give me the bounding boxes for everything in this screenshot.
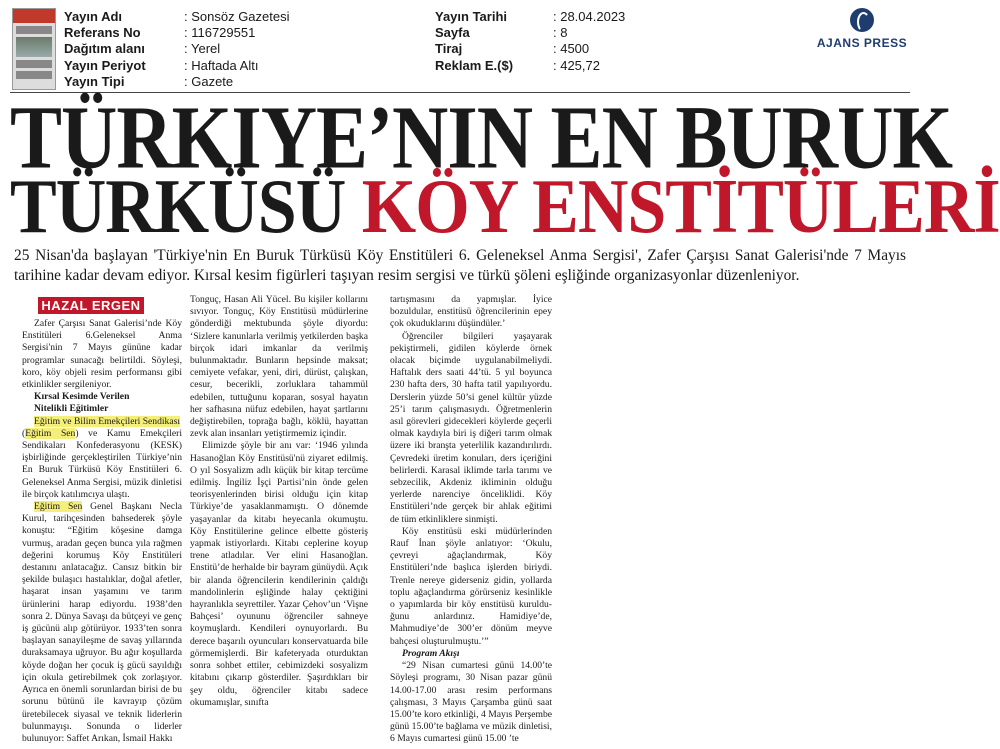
article-column-1 xyxy=(22,318,182,745)
highlight: Eğitim ve Bilim Emekçileri Sendikası xyxy=(34,415,181,427)
meta-key: Tiraj xyxy=(435,41,463,57)
meta-key: Yayın Periyot xyxy=(64,57,146,73)
highlight: Eğitim Sen xyxy=(25,427,76,439)
subheading: Nitelikli Eğitimler xyxy=(34,403,109,415)
headline-black-part: TÜRKÜSÜ xyxy=(10,164,362,250)
meta-right xyxy=(435,9,625,74)
paragraph: “29 Nisan cumartesi günü 14.00’te Söyleşi programı, 30 Nisan pazar günü 14.00-17.00 arası resim performans çalışması, 3 Mayıs Çarşamba günü saat 15.00’te koro etkinliği, 4 Mayıs Perşembe günü 15.00’te bağlama ve müzik dinletisi, 6 Mayıs cumartesi günü 15.00 ’te xyxy=(390,660,552,745)
meta-key: Referans No xyxy=(64,25,141,41)
paragraph: tartışmasını da yapmışlar. İyice bozuldular, enstitüsü öğrencilerinin epey çok okuduklarını düşündüler.’ xyxy=(390,294,552,330)
paragraph: Tonguç, Hasan Ali Yücel. Bu kişiler kollarını sıvıyor. Tonguç, Köy Enstitüsü müdürlerine gönderdiği mektubunda şöyle diyordu: ‘Sizlere kanunlarla verilmiş yetkilerden başka birçok idari imkanlar da verilmiş bulunmaktadır. Bunların hepsinde maksat; cemiyete vefakar, yeni, diri, dürüst, çalışkan, cesur, becerikli, zorluklara tahammül edebilen, tuttuğunu koparan, sosyal hayatın her safhasına nüfuz edebilen, hayat şartlarını değiştirebilen, toprağa bağlı, köklü, hayattan zevk alan insanları yetiştirmemiz içindir. xyxy=(190,294,368,440)
ajans-press-icon xyxy=(850,8,874,32)
author-byline: HAZAL ERGEN xyxy=(38,297,144,314)
highlight: Eğitim Sen xyxy=(34,501,83,513)
meta-key: Yayın Tarihi xyxy=(435,9,508,24)
meta-value: : 8 xyxy=(553,25,568,41)
text-run: Genel Başkanı Necla Kurul, tarihçesinden bahsederek şöyle konuştu: “Eğitim köşesine damga vurmuş, aradan geçen bunca yıla rağmen değerini korumuş Köy Enstitüleri destanını anlatacağız. Cansız bitkin bir şekilde bulaşıcı hastalıklar, doğal afetler, haşarat insan yaşamını ve tarım ürünlerini harap ediyordu. 1938’den sonra 2. Dünya Savaşı da bütçeyi ve genç iş gücünü alıp götürüyor. 1933’ten sonra başlayan sanayileşme de savaş yıllarında duraksamaya uğruyor. Bu ağır koşullarda köyde doğan her çocuk iş gücü sayıldığı için okula getirebilmek çok zorlaşıyor. Ayrıca en önemli sorunlardan birisi de bu sorunu bütünü ile kavrayıp çözüm üretebilecek siyasal ve teknik liderlerin bulunmayışı. Sonunda o liderler bulunuyor: Saffet Arıkan, İsmail Hakkı xyxy=(22,501,182,744)
paragraph xyxy=(22,416,182,428)
headline-line-1: TÜRKIYE’NIN EN BURUK xyxy=(10,87,953,188)
paragraph xyxy=(22,501,182,745)
subheading: Kırsal Kesimde Verilen xyxy=(34,391,130,403)
meta-value: : 116729551 xyxy=(184,25,256,41)
meta-left xyxy=(64,9,290,90)
article-column-2 xyxy=(190,294,368,709)
logo-text: AJANS PRESS xyxy=(816,36,908,50)
meta-value: : 425,72 xyxy=(553,57,600,73)
paragraph: Köy enstitüsü eski müdürlerinden Rauf İnan şöyle anlatıyor: ‘Okulu, çevreyi ağaçlandırmak, Köy Enstitüleri’nde başlıca işlerden biriydi. Trenle nereye giderseniz gidin, yollarda toplu ağaçlandırma görürseniz kesinlikle o yapımlarda bir köy enstitüsü kurulduğunu anlardınız. Hamidiye’de, Mahmudiye’de 300’er dönüm meyve bahçesi oluşturulmuştu.’” xyxy=(390,525,552,647)
meta-key: Yayın Tipi xyxy=(64,73,125,89)
meta-key: Dağıtım alanı xyxy=(64,41,145,57)
paragraph: Öğrenciler bilgileri yaşayarak pekiştirmeli, gidilen köylerde örnek olacak biçimde uygulanabilmeliydi. Haftalık ders saati 44’tü. 5 yıl boyunca 230 hafta ders, 30 hafta tatil yapılıyordu. Derslerin yüzde 50’si genel kültür yüzde 25’i tarım çalışmasıydı. Öğretmenlerin asıl görevleri gidecekleri köylerde geçerli olmak kaydıyla biri iş diğeri tarım olmak üzere iki branşta yeterlilik kazandırılırdı. Çevredeki üretim konuları, ders içeriğini belirlerdi. Karasal iklimde tarla tarımı ve sebzecilik, Akdeniz ikliminin olduğu yerlerde narenciye önceliklidi. Köy Enstitüleri’nde gerçek bir ahlak eğitimi de tüm etkinliklere sinmişti. xyxy=(390,330,552,525)
text-run: ) ve Kamu Emekçileri Sendikaları Konfederasyonu (KESK) işbirliğinde gerçekleştirilen Türkiye’nin En Buruk Türküsü Köy Enstitüleri 6. Geleneksel Anma Sergisi, müzik dinletisi ile birçok katılımcıya ulaştı. xyxy=(22,427,182,500)
text-run: ( xyxy=(22,427,26,439)
newspaper-thumbnail xyxy=(12,8,56,90)
meta-key: Yayın Adı xyxy=(64,9,123,24)
meta-key: Reklam E.($) xyxy=(435,57,514,73)
headline-line-2 xyxy=(10,164,1000,250)
meta-value: : Sonsöz Gazetesi xyxy=(184,9,290,24)
article-spot: 25 Nisan'da başlayan 'Türkiye'nin En Buruk Türküsü Köy Enstitüleri 6. Geleneksel Anma Sergisi', Zafer Çarşısı Sanat Galerisi'nde 7 Mayıs tarihine kadar devam ediyor. Kırsal kesim figürleri taşıyan resim sergisi ve türkü şöleni eşliğinde organizasyonlar düzenleniyor. xyxy=(14,247,906,284)
paragraph xyxy=(22,428,182,501)
paragraph: Elimizde şöyle bir anı var: ‘1946 yılında Hasanoğlan Köy Enstitüsü'nü ziyaret edilmiş. O yıl Sosyalizm adlı küçük bir kitap tercüme edilmiş. İngiliz İşçi Partisi’nin önde gelen teorisyenlerinden birisi olduğu için kitap Türkiye’de yasaklanmamıştı. O dönemde yaşayanlar da kitabı heyecanla okumuştu. Köy Enstitülerine gelince elbette gösteriş yapmak istiyorlardı. Kitabı ceplerine koyup trene atladılar. Ver elini Hasanoğlan. Enstitü’de herhalde bir bayram günüydü. Açık bir alanda öğrencilerin kendilerinin çaldığı mandolinlerin eşliğinde halay çektiğini hayranlıkla seyrettiler. Yazar Çehov’un ‘Vişne Bahçesi’ oyununu öğrenciler sahneye koymuşlardı. Kendileri oynuyorlardı. Bu derece başarılı oyuncuları konservatuarda bile görmemişlerdi. Bir kafeteryada oturduktan sonra sohbet ettiler, cebimizdeki sosyalizm kitabını çıkarıp gösterdiler. Şaşırdıkları bir şey oldu, öğrenciler kitabı sadece okumamışlar, sınıfta xyxy=(190,440,368,708)
meta-value: : Yerel xyxy=(184,41,221,57)
meta-value: : Gazete xyxy=(184,73,234,89)
meta-value: : 4500 xyxy=(553,41,590,57)
meta-key: Sayfa xyxy=(435,25,470,41)
subheading: Program Akışı xyxy=(402,647,460,659)
meta-value: : Haftada Altı xyxy=(184,57,259,73)
ajans-press-logo xyxy=(812,8,912,48)
headline-red-part: KÖY ENSTİTÜLERİ xyxy=(361,164,1000,250)
article-column-3 xyxy=(390,294,552,746)
paragraph: Zafer Çarşısı Sanat Galerisi’nde Köy Enstitüleri 6.Geleneksel Anma Sergisi'nin 7 Mayıs gününe kadar programlar sunacağı belirtildi. Söyleşi, koro, köy objeli resim performansı gibi etkinlikler sergileniyor. xyxy=(22,318,182,391)
meta-value: : 28.04.2023 xyxy=(553,9,626,24)
